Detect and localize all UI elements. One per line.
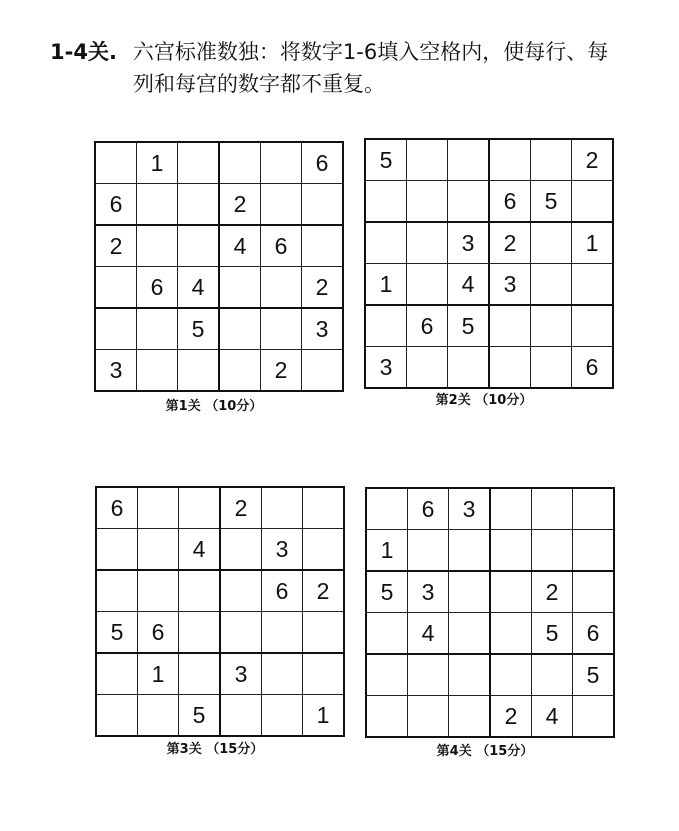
grid-row [365, 139, 613, 181]
given-cell: 3 [262, 529, 303, 571]
empty-cell[interactable] [219, 142, 261, 184]
empty-cell[interactable] [178, 225, 220, 267]
grid-row [365, 181, 613, 223]
given-cell: 3 [365, 347, 407, 389]
grid-row [365, 347, 613, 389]
empty-cell[interactable] [449, 696, 491, 738]
given-cell: 6 [573, 613, 615, 655]
empty-cell[interactable] [219, 350, 261, 392]
empty-cell[interactable] [219, 308, 261, 350]
empty-cell[interactable] [95, 142, 137, 184]
given-cell: 5 [96, 612, 138, 654]
given-cell: 1 [366, 530, 408, 572]
given-cell: 1 [138, 653, 179, 695]
empty-cell[interactable] [178, 142, 220, 184]
empty-cell[interactable] [489, 139, 531, 181]
empty-cell[interactable] [448, 139, 490, 181]
empty-cell[interactable] [449, 571, 491, 613]
empty-cell[interactable] [407, 139, 448, 181]
sudoku-table [364, 138, 614, 389]
given-cell: 4 [408, 613, 449, 655]
given-cell: 5 [366, 571, 408, 613]
empty-cell[interactable] [408, 530, 449, 572]
given-cell: 2 [489, 222, 531, 264]
level-range-label: 1-4关. [50, 40, 117, 64]
given-cell: 6 [408, 488, 449, 530]
empty-cell[interactable] [366, 488, 408, 530]
given-cell: 1 [572, 222, 614, 264]
empty-cell[interactable] [138, 487, 179, 529]
given-cell: 3 [220, 653, 262, 695]
empty-cell[interactable] [531, 264, 572, 306]
caption-points: （10分） [205, 399, 263, 414]
empty-cell[interactable] [178, 350, 220, 392]
empty-cell[interactable] [490, 488, 532, 530]
empty-cell[interactable] [96, 653, 138, 695]
empty-cell[interactable] [489, 347, 531, 389]
empty-cell[interactable] [137, 308, 178, 350]
given-cell: 3 [95, 350, 137, 392]
empty-cell[interactable] [261, 142, 302, 184]
empty-cell[interactable] [449, 654, 491, 696]
empty-cell[interactable] [262, 653, 303, 695]
empty-cell[interactable] [490, 654, 532, 696]
sudoku-grid-4 [365, 487, 605, 727]
empty-cell[interactable] [262, 612, 303, 654]
caption-2 [364, 389, 604, 408]
grid-row [366, 571, 614, 613]
given-cell: 3 [489, 264, 531, 306]
given-cell: 4 [532, 696, 573, 738]
empty-cell[interactable] [303, 653, 345, 695]
given-cell: 6 [95, 184, 137, 226]
empty-cell[interactable] [219, 267, 261, 309]
sudoku-grid-3 [95, 486, 335, 726]
given-cell: 4 [448, 264, 490, 306]
given-cell: 5 [573, 654, 615, 696]
empty-cell[interactable] [448, 181, 490, 223]
empty-cell[interactable] [449, 530, 491, 572]
empty-cell[interactable] [365, 222, 407, 264]
grid-row [96, 612, 344, 654]
grid-row [95, 225, 343, 267]
given-cell: 2 [219, 184, 261, 226]
given-cell: 3 [449, 488, 491, 530]
empty-cell[interactable] [408, 696, 449, 738]
empty-cell[interactable] [408, 654, 449, 696]
grid-row [366, 696, 614, 738]
caption-title: 第4关 [436, 744, 472, 759]
given-cell: 5 [365, 139, 407, 181]
grid-row [96, 570, 344, 612]
given-cell: 1 [303, 695, 345, 737]
grid-row [366, 530, 614, 572]
empty-cell[interactable] [407, 347, 448, 389]
empty-cell[interactable] [303, 487, 345, 529]
empty-cell[interactable] [489, 305, 531, 347]
given-cell: 6 [261, 225, 302, 267]
empty-cell[interactable] [532, 488, 573, 530]
empty-cell[interactable] [96, 570, 138, 612]
given-cell: 3 [448, 222, 490, 264]
empty-cell[interactable] [532, 530, 573, 572]
given-cell: 2 [303, 570, 345, 612]
caption-title: 第1关 [165, 399, 201, 414]
empty-cell[interactable] [303, 612, 345, 654]
empty-cell[interactable] [531, 347, 572, 389]
grid-row [365, 222, 613, 264]
empty-cell[interactable] [137, 225, 178, 267]
given-cell: 1 [365, 264, 407, 306]
given-cell: 5 [179, 695, 221, 737]
given-cell: 5 [531, 181, 572, 223]
given-cell: 2 [572, 139, 614, 181]
sudoku-table [94, 141, 344, 392]
empty-cell[interactable] [302, 184, 344, 226]
caption-title: 第3关 [166, 742, 202, 757]
empty-cell[interactable] [261, 267, 302, 309]
given-cell: 5 [178, 308, 220, 350]
empty-cell[interactable] [137, 350, 178, 392]
given-cell: 6 [407, 305, 448, 347]
sudoku-grid-2 [364, 138, 604, 378]
empty-cell[interactable] [302, 350, 344, 392]
grid-row [95, 142, 343, 184]
caption-title: 第2关 [435, 393, 471, 408]
grid-row [365, 264, 613, 306]
empty-cell[interactable] [220, 695, 262, 737]
grid-row [366, 654, 614, 696]
empty-cell[interactable] [262, 487, 303, 529]
given-cell: 2 [95, 225, 137, 267]
instruction-text-2: 列和每宫的数字都不重复。 [133, 72, 385, 96]
empty-cell[interactable] [449, 613, 491, 655]
grid-row [96, 653, 344, 695]
grid-row [96, 695, 344, 737]
empty-cell[interactable] [448, 347, 490, 389]
empty-cell[interactable] [95, 267, 137, 309]
empty-cell[interactable] [96, 529, 138, 571]
empty-cell[interactable] [178, 184, 220, 226]
empty-cell[interactable] [138, 695, 179, 737]
empty-cell[interactable] [573, 571, 615, 613]
sudoku-table [95, 486, 345, 737]
empty-cell[interactable] [179, 487, 221, 529]
empty-cell[interactable] [262, 695, 303, 737]
given-cell: 2 [532, 571, 573, 613]
empty-cell[interactable] [261, 184, 302, 226]
empty-cell[interactable] [532, 654, 573, 696]
empty-cell[interactable] [573, 488, 615, 530]
empty-cell[interactable] [138, 570, 179, 612]
given-cell: 2 [302, 267, 344, 309]
caption-3 [95, 738, 335, 757]
given-cell: 1 [137, 142, 178, 184]
empty-cell[interactable] [572, 305, 614, 347]
grid-row [96, 487, 344, 529]
sudoku-table [365, 487, 615, 738]
empty-cell[interactable] [179, 653, 221, 695]
empty-cell[interactable] [96, 695, 138, 737]
given-cell: 2 [261, 350, 302, 392]
caption-4 [365, 740, 605, 759]
empty-cell[interactable] [261, 308, 302, 350]
given-cell: 6 [137, 267, 178, 309]
caption-1 [94, 395, 334, 414]
empty-cell[interactable] [137, 184, 178, 226]
given-cell: 6 [138, 612, 179, 654]
empty-cell[interactable] [365, 181, 407, 223]
empty-cell[interactable] [531, 139, 572, 181]
empty-cell[interactable] [490, 530, 532, 572]
empty-cell[interactable] [303, 529, 345, 571]
given-cell: 4 [219, 225, 261, 267]
empty-cell[interactable] [366, 613, 408, 655]
instruction-text-1: 六宫标准数独：将数字1-6填入空格内，使每行、每 [132, 40, 609, 64]
caption-points: （15分） [206, 742, 264, 757]
instructions-line-1 [50, 38, 608, 66]
empty-cell[interactable] [366, 654, 408, 696]
caption-points: （15分） [476, 744, 534, 759]
empty-cell[interactable] [572, 264, 614, 306]
given-cell: 6 [96, 487, 138, 529]
grid-row [96, 529, 344, 571]
empty-cell[interactable] [220, 612, 262, 654]
grid-row [95, 350, 343, 392]
grid-row [366, 488, 614, 530]
empty-cell[interactable] [490, 613, 532, 655]
given-cell: 2 [220, 487, 262, 529]
grid-row [95, 184, 343, 226]
instructions-line-2 [133, 70, 385, 98]
empty-cell[interactable] [138, 529, 179, 571]
given-cell: 5 [448, 305, 490, 347]
empty-cell[interactable] [179, 612, 221, 654]
given-cell: 6 [262, 570, 303, 612]
empty-cell[interactable] [490, 571, 532, 613]
empty-cell[interactable] [302, 225, 344, 267]
grid-row [365, 305, 613, 347]
given-cell: 3 [302, 308, 344, 350]
empty-cell[interactable] [573, 696, 615, 738]
given-cell: 6 [302, 142, 344, 184]
empty-cell[interactable] [572, 181, 614, 223]
sudoku-grid-1 [94, 141, 334, 381]
grid-row [366, 613, 614, 655]
given-cell: 6 [489, 181, 531, 223]
given-cell: 2 [490, 696, 532, 738]
empty-cell[interactable] [220, 570, 262, 612]
given-cell: 5 [532, 613, 573, 655]
grid-row [95, 308, 343, 350]
empty-cell[interactable] [531, 222, 572, 264]
empty-cell[interactable] [366, 696, 408, 738]
empty-cell[interactable] [407, 181, 448, 223]
given-cell: 6 [572, 347, 614, 389]
given-cell: 4 [179, 529, 221, 571]
empty-cell[interactable] [407, 264, 448, 306]
empty-cell[interactable] [531, 305, 572, 347]
empty-cell[interactable] [573, 530, 615, 572]
empty-cell[interactable] [365, 305, 407, 347]
given-cell: 4 [178, 267, 220, 309]
empty-cell[interactable] [179, 570, 221, 612]
empty-cell[interactable] [220, 529, 262, 571]
empty-cell[interactable] [95, 308, 137, 350]
given-cell: 3 [408, 571, 449, 613]
empty-cell[interactable] [407, 222, 448, 264]
caption-points: （10分） [475, 393, 533, 408]
grid-row [95, 267, 343, 309]
